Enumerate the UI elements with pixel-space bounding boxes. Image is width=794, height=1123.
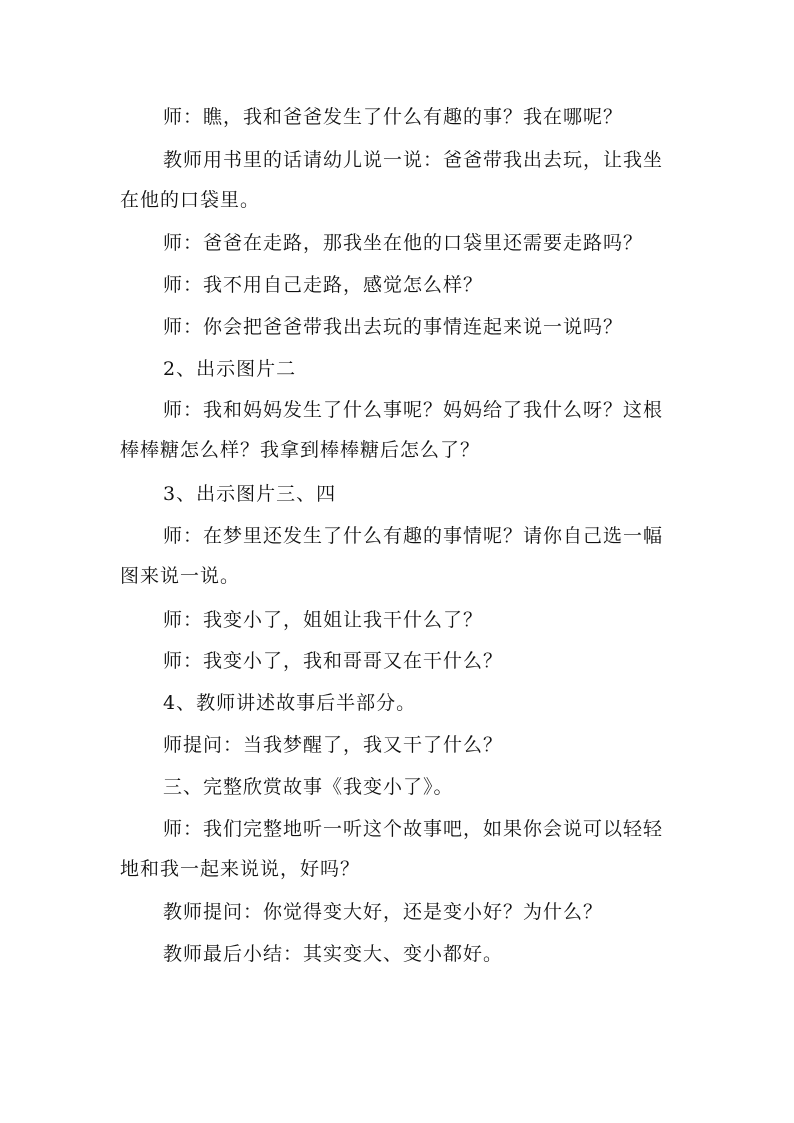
paragraph-4: 师：我不用自己走路，感觉怎么样？ [163,274,484,296]
paragraph-3: 师：爸爸在走路，那我坐在他的口袋里还需要走路吗？ [163,232,644,254]
paragraph-17: 教师最后小结：其实变大、变小都好。 [163,943,504,965]
paragraph-16: 教师提问：你觉得变大好，还是变小好？为什么？ [163,901,604,923]
paragraph-7: 师：我和妈妈发生了什么事呢？妈妈给了我什么呀？这根棒棒糖怎么样？我拿到棒棒糖后怎么了？ [120,399,664,461]
paragraph-8: 3、出示图片三、四 [163,483,337,505]
paragraph-10: 师：我变小了，姐姐让我干什么了？ [163,609,484,631]
paragraph-5: 师：你会把爸爸带我出去玩的事情连起来说一说吗？ [163,316,624,338]
paragraph-6: 2、出示图片二 [163,358,297,380]
paragraph-13: 师提问：当我梦醒了，我又干了什么？ [163,734,504,756]
paragraph-12: 4、教师讲述故事后半部分。 [163,692,417,714]
paragraph-14: 三、完整欣赏故事《我变小了》。 [163,776,454,798]
paragraph-9: 师：在梦里还发生了什么有趣的事情呢？请你自己选一幅图来说一说。 [120,525,664,587]
paragraph-11: 师：我变小了，我和哥哥又在干什么？ [163,650,504,672]
paragraph-1: 师：瞧，我和爸爸发生了什么有趣的事？我在哪呢？ [163,106,624,128]
paragraph-2: 教师用书里的话请幼儿说一说：爸爸带我出去玩，让我坐在他的口袋里。 [120,149,664,211]
paragraph-15: 师：我们完整地听一听这个故事吧，如果你会说可以轻轻地和我一起来说说，好吗？ [120,818,664,880]
